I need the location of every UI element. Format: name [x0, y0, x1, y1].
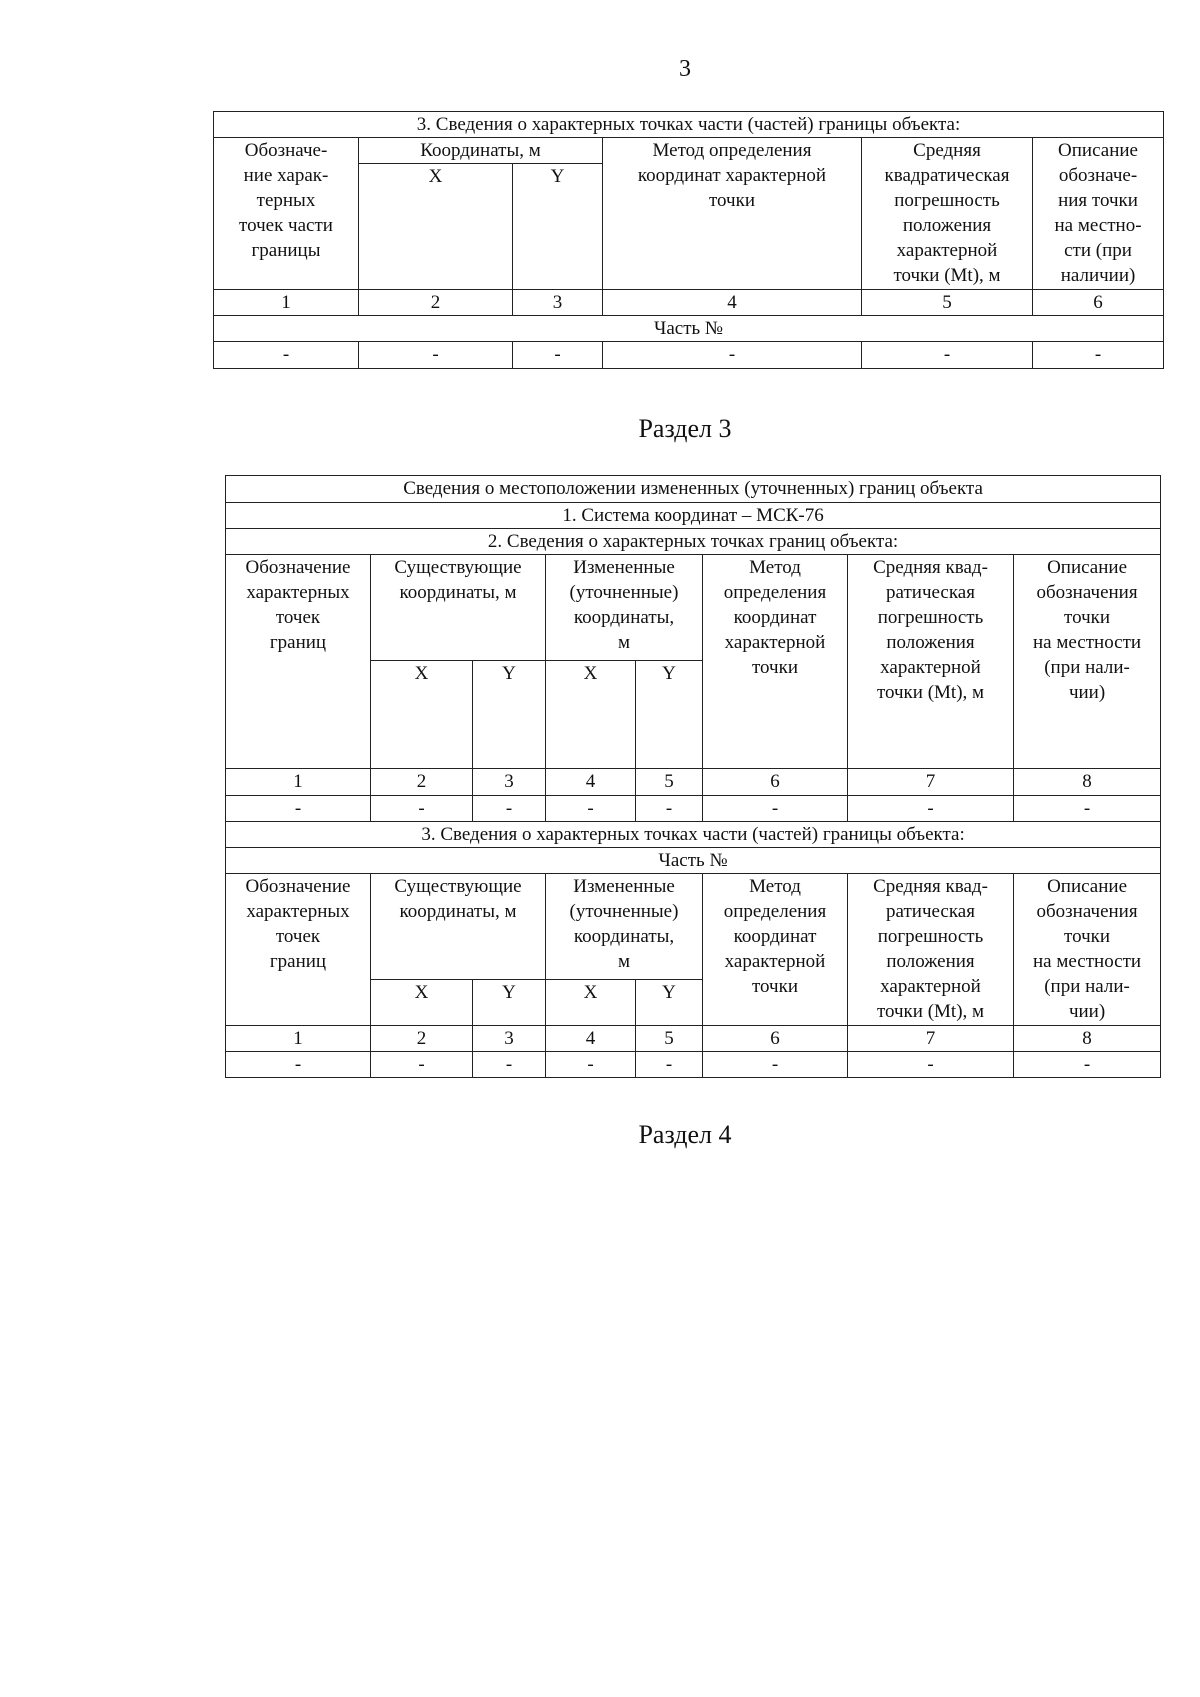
- table-cell: -: [359, 342, 513, 369]
- table-cell: -: [636, 796, 703, 822]
- points-title: 2. Сведения о характерных точках границ объекта:: [226, 529, 1161, 555]
- column-number: 5: [636, 1026, 703, 1052]
- header-y: Y: [636, 661, 703, 769]
- header-rms-error: Средняя квадратическая погрешность положения характерной точки (Mt), м: [862, 138, 1033, 290]
- part-label: Часть №: [214, 316, 1164, 342]
- table-cell: -: [862, 342, 1033, 369]
- column-number: 4: [603, 290, 862, 316]
- header-x: X: [546, 661, 636, 769]
- table-cell: -: [546, 1052, 636, 1078]
- header-rms-error: Средняя квад- ратическая погрешность положения характерной точки (Mt), м: [848, 874, 1014, 1026]
- column-number: 3: [473, 769, 546, 796]
- column-number: 4: [546, 1026, 636, 1052]
- header-y: Y: [636, 980, 703, 1026]
- header-changed-coords: Измененные (уточненные) координаты, м: [546, 555, 703, 661]
- column-number: 8: [1014, 1026, 1161, 1052]
- column-number: 8: [1014, 769, 1161, 796]
- header-description: Описание обозначе- ния точки на местно- сти (при наличии): [1033, 138, 1164, 290]
- part-points-table: [213, 111, 1164, 369]
- table-cell: -: [226, 1052, 371, 1078]
- parts-title: 3. Сведения о характерных точках части (частей) границы объекта:: [226, 822, 1161, 848]
- header-y: Y: [513, 164, 603, 290]
- table-cell: -: [371, 1052, 473, 1078]
- table-cell: -: [214, 342, 359, 369]
- column-number: 2: [371, 769, 473, 796]
- page-number: 3: [679, 56, 691, 82]
- header-changed-coords: Измененные (уточненные) координаты, м: [546, 874, 703, 980]
- header-y: Y: [473, 980, 546, 1026]
- header-point-designation: Обозначение характерных точек границ: [226, 874, 371, 1026]
- table-cell: -: [603, 342, 862, 369]
- table-cell: -: [473, 796, 546, 822]
- table-cell: -: [1014, 796, 1161, 822]
- column-number: 3: [473, 1026, 546, 1052]
- table-cell: -: [1033, 342, 1164, 369]
- table-cell: -: [848, 1052, 1014, 1078]
- column-number: 2: [359, 290, 513, 316]
- column-number: 3: [513, 290, 603, 316]
- header-x: X: [359, 164, 513, 290]
- table-title: Сведения о местоположении измененных (уточненных) границ объекта: [226, 476, 1161, 503]
- column-number: 7: [848, 1026, 1014, 1052]
- header-point-designation: Обозначение характерных точек границ: [226, 555, 371, 769]
- column-number: 5: [636, 769, 703, 796]
- header-method: Метод определения координат характерной точки: [703, 555, 848, 769]
- header-point-designation: Обозначе- ние харак- терных точек части границы: [214, 138, 359, 290]
- table-cell: -: [513, 342, 603, 369]
- table-cell: -: [546, 796, 636, 822]
- column-number: 6: [703, 1026, 848, 1052]
- column-number: 7: [848, 769, 1014, 796]
- header-method: Метод определения координат характерной точки: [603, 138, 862, 290]
- header-x: X: [371, 661, 473, 769]
- section-4-heading: Раздел 4: [638, 1120, 732, 1149]
- table-cell: -: [636, 1052, 703, 1078]
- table-cell: -: [703, 1052, 848, 1078]
- table-title: 3. Сведения о характерных точках части (частей) границы объекта:: [214, 112, 1164, 138]
- header-method: Метод определения координат характерной точки: [703, 874, 848, 1026]
- table-cell: -: [1014, 1052, 1161, 1078]
- header-rms-error: Средняя квад- ратическая погрешность положения характерной точки (Mt), м: [848, 555, 1014, 769]
- header-description: Описание обозначения точки на местности (при нали- чии): [1014, 555, 1161, 769]
- header-description: Описание обозначения точки на местности (при нали- чии): [1014, 874, 1161, 1026]
- header-existing-coords: Существующие координаты, м: [371, 555, 546, 661]
- table-cell: -: [703, 796, 848, 822]
- coord-system: 1. Система координат – МСК-76: [226, 503, 1161, 529]
- table-cell: -: [226, 796, 371, 822]
- column-number: 2: [371, 1026, 473, 1052]
- header-y: Y: [473, 661, 546, 769]
- column-number: 1: [226, 1026, 371, 1052]
- column-number: 6: [1033, 290, 1164, 316]
- changed-boundaries-table: [225, 475, 1161, 1078]
- part-label: Часть №: [226, 848, 1161, 874]
- table-cell: -: [473, 1052, 546, 1078]
- header-x: X: [371, 980, 473, 1026]
- column-number: 1: [214, 290, 359, 316]
- column-number: 5: [862, 290, 1033, 316]
- section-3-heading: Раздел 3: [638, 414, 732, 443]
- header-coordinates: Координаты, м: [359, 138, 603, 164]
- table-cell: -: [371, 796, 473, 822]
- column-number: 6: [703, 769, 848, 796]
- table-cell: -: [848, 796, 1014, 822]
- column-number: 4: [546, 769, 636, 796]
- column-number: 1: [226, 769, 371, 796]
- header-x: X: [546, 980, 636, 1026]
- header-existing-coords: Существующие координаты, м: [371, 874, 546, 980]
